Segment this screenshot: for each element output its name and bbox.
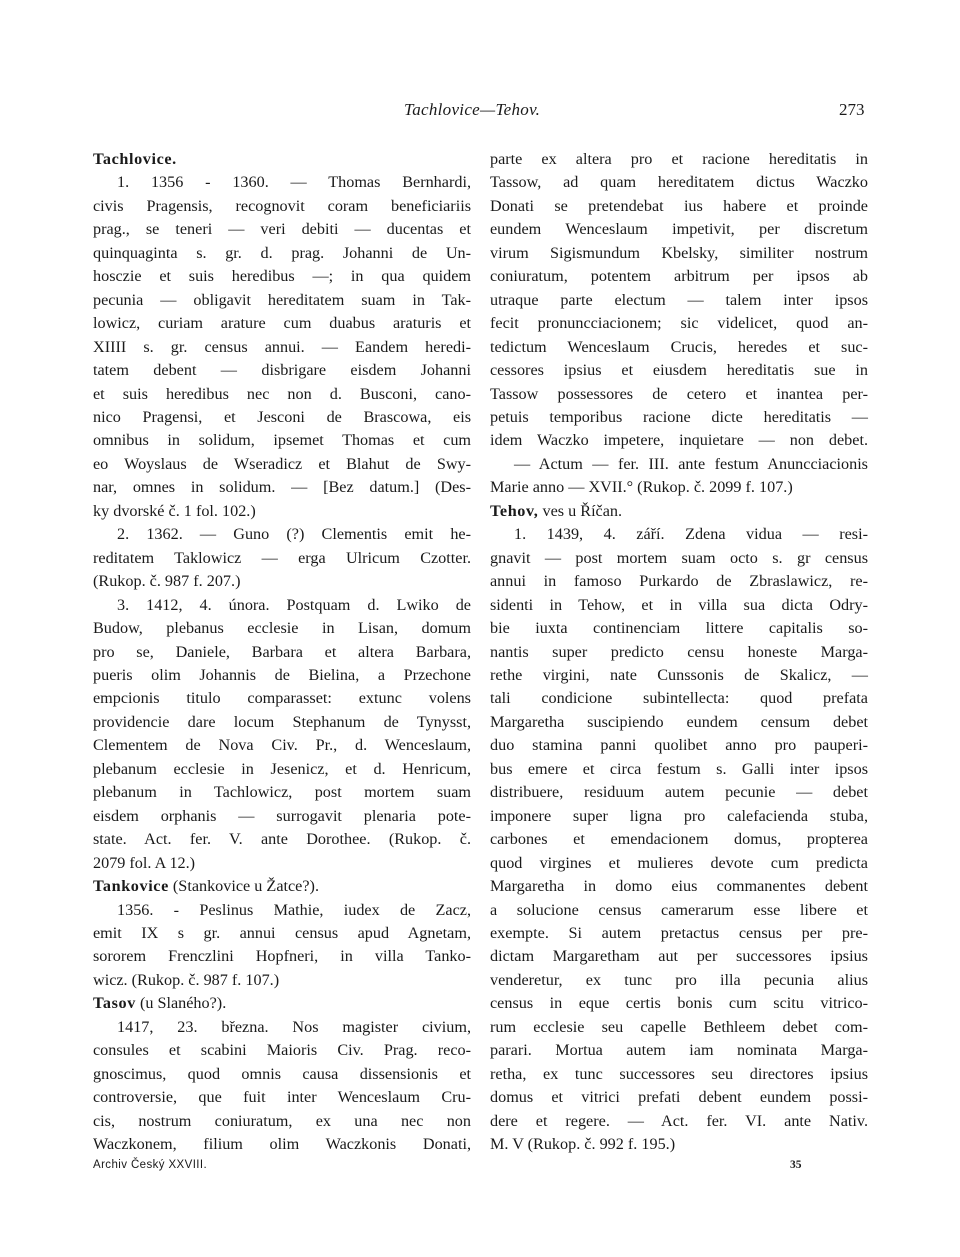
text-line: eundem Wenceslaum impetivit, per discretum	[490, 220, 868, 239]
tachlovice-entry-2	[93, 523, 471, 593]
text-line: venderetur, ex tunc pro illa pecunia alius	[490, 970, 868, 989]
text-line: retha, ex tunc successores seu directores ipsius	[490, 1064, 868, 1083]
archive-label: Archiv Český XXVIII.	[93, 1159, 208, 1171]
text-line: providencie dare locum Stephanum de Tynysst,	[93, 712, 471, 731]
text-line: Waczkonem, filium olim Waczkonis Donati,	[93, 1135, 471, 1154]
text-line: dere et regere. — Act. fer. VI. ante Nativ.	[490, 1111, 868, 1130]
text-line: 1356. - Peslinus Mathie, iudex de Zacz,	[117, 900, 471, 919]
entry-subheading-tehov: ves u Říčan.	[538, 501, 623, 520]
text-line: wicz. (Rukop. č. 987 f. 107.)	[93, 970, 280, 989]
text-line: plebanum ecclesie in Jesenicz, et d. Henricum,	[93, 759, 471, 778]
text-line: rum ecclesie seu capelle Bethleem debet com-	[490, 1017, 868, 1036]
entry-subheading-tankovice: (Stankovice u Žatce?).	[168, 877, 319, 896]
text-line: tatem debent — disbrigare eisdem Johanni	[93, 361, 471, 380]
text-line: Clementem de Nova Civ. Pr., d. Wenceslaum,	[93, 736, 471, 755]
text-line: 1417, 23. března. Nos magister civium,	[117, 1017, 471, 1036]
text-line: petuis temporibus racione dicte hereditatis —	[490, 407, 868, 426]
text-line: nico Pragensi, et Jesconi de Brascowa, eis	[93, 407, 471, 426]
text-line: omnibus in solidum, ipsemet Thomas et cum	[93, 431, 471, 450]
text-line: 3. 1412, 4. února. Postquam d. Lwiko de	[117, 595, 471, 614]
entry-heading-tasov-line	[93, 992, 471, 1015]
tachlovice-entry-3	[93, 594, 471, 875]
text-line: virum Sigismundum Kbelsky, similiter nostrum	[490, 243, 868, 262]
text-line: (Rukop. č. 987 f. 207.)	[93, 572, 241, 591]
text-line: Budow, plebanus ecclesie in Lisan, domum	[93, 619, 471, 638]
entry-heading-tasov: Tasov	[93, 994, 136, 1013]
text-line: Margaretha in domo eius commanentes debent	[490, 877, 868, 896]
right-column	[490, 148, 868, 1156]
text-line: consules et scabini Maioris Civ. Prag. reco-	[93, 1041, 471, 1060]
tachlovice-entry-1	[93, 171, 471, 523]
text-line: eo Woyslaus de Wseradicz et Blahut de Swy-	[93, 454, 471, 473]
text-line: XIIII s. gr. census annui. — Eandem heredi-	[93, 337, 471, 356]
text-line: plebanum in Tachlowicz, post mortem suam	[93, 783, 471, 802]
running-title: Tachlovice—Tehov.	[404, 100, 541, 119]
tehov-entry	[490, 523, 868, 1156]
text-line: 1. 1356 - 1360. — Thomas Bernhardi,	[117, 173, 471, 192]
text-line: tali condicione subintellecta: quod prefata	[490, 689, 868, 708]
text-line: Donati se pretendebat ius habere et proinde	[490, 196, 868, 215]
text-line: carbones et emendacionem domus, propterea	[490, 830, 868, 849]
text-line: Tassow, ad quam hereditatem dictus Waczko	[490, 173, 868, 192]
entry-subheading-tasov: (u Slaného?).	[135, 994, 227, 1013]
text-line: et suis heredibus nec non d. Busconi, cano-	[93, 384, 471, 403]
entry-heading-tankovice-line	[93, 875, 471, 898]
text-line: empcionis titulo comparasset: extunc volens	[93, 689, 471, 708]
text-line: exempte. Si autem pretactus census per pre-	[490, 923, 868, 942]
text-line: reditatem Taklowicz — erga Ulricum Czotter.	[93, 548, 471, 567]
text-line: M. V (Rukop. č. 992 f. 195.)	[490, 1135, 676, 1154]
text-line: civis Pragensis, recognovit coram beneficiariis	[93, 196, 471, 215]
text-line: parte ex altera pro et racione hereditatis in	[490, 150, 868, 168]
tasov-entry	[93, 1016, 471, 1157]
entry-heading-tankovice: Tankovice	[93, 877, 169, 896]
entry-heading-tehov-line	[490, 500, 868, 523]
text-line: nar, omnes in solidum. — [Bez datum.] (Des-	[93, 478, 471, 497]
text-line: cis, nostrum coniuratum, ex una nec non	[93, 1111, 471, 1130]
text-line: sororem Frenczlini Hopfneri, in villa Tanko-	[93, 947, 471, 966]
text-line: imponere super ligna pro calefacienda stuba,	[490, 806, 868, 825]
text-line: pueris olim Johannis de Bielina, a Przechone	[93, 665, 471, 684]
text-line: emit IX s gr. annui census apud Agnetam,	[93, 923, 471, 942]
text-line: sidenti in Tehow, et in villa sua dicta Odry-	[490, 595, 868, 614]
left-column	[93, 148, 471, 1156]
text-line: bie iuxta continenciam littere capitalis so-	[490, 619, 868, 638]
text-line: utraque parte electum — talem inter ipsos	[490, 290, 868, 309]
text-line: dictam Margaretham aut per successores ipsius	[490, 947, 868, 966]
text-line: ky dvorské č. 1 fol. 102.)	[93, 501, 256, 520]
text-line: coniuratum, potentem arbitrum per ipsos ab	[490, 267, 868, 286]
text-line: eisdem orphanis — surrogavit plenaria pote-	[93, 806, 471, 825]
text-line: census in eque certis bonis cum scitu vitrico-	[490, 994, 868, 1013]
text-line: cessores ipsius et eiusdem hereditatis sue in	[490, 361, 868, 380]
text-line: — Actum — fer. III. ante festum Anuncciacionis	[514, 454, 868, 473]
text-line: nantis super predicto censu honeste Marga-	[490, 642, 868, 661]
text-line: Marie anno — XVII.° (Rukop. č. 2099 f. 107.)	[490, 478, 793, 497]
text-line: pecunia — obligavit hereditatem suam in Tak-	[93, 290, 471, 309]
text-line: bus emere et circa festum s. Galli inter ipsos	[490, 759, 868, 778]
tasov-entry-continued	[490, 148, 868, 500]
text-line: 1. 1439, 4. září. Zdena vidua — resi-	[514, 525, 868, 544]
text-line: parari. Mortua autem iam nominata Marga-	[490, 1041, 868, 1060]
text-line: quinquaginta s. gr. d. prag. Johanni de Un-	[93, 243, 471, 262]
text-line: controversie, que fuit inter Wenceslaum Cru-	[93, 1088, 471, 1107]
text-line: idem Waczko impetere, inquietare — non debet.	[490, 431, 868, 450]
entry-heading-tehov: Tehov,	[490, 501, 539, 520]
text-line: duo stamina panni quolibet anno pro pauperi-	[490, 736, 868, 755]
signature-mark: 35	[790, 1159, 802, 1171]
text-line: gnavit — post mortem suam octo s. gr census	[490, 548, 868, 567]
text-line: prag., se teneri — veri debiti — ducentas et	[93, 220, 471, 239]
text-line: gnoscimus, quod omnis causa dissensionis et	[93, 1064, 471, 1083]
text-line: lowicz, curiam arature cum duabus araturis et	[93, 314, 471, 333]
page-number: 273	[839, 100, 865, 119]
text-line: 2. 1362. — Guno (?) Clementis emit he-	[117, 525, 471, 544]
text-line: a solucione census camerarum esse libere et	[490, 900, 868, 919]
text-line: state. Act. fer. V. ante Dorothee. (Rukop. č.	[93, 830, 471, 849]
text-line: annui in famoso Purkardo de Zbraslawicz, re-	[490, 572, 868, 591]
text-line: rethe virgini, nate Cunssonis de Skalicz, —	[490, 665, 868, 684]
tankovice-entry	[93, 899, 471, 993]
entry-heading-tachlovice: Tachlovice.	[93, 150, 177, 168]
text-line: quod virgines et mulieres devote cum predicta	[490, 853, 868, 872]
text-line: Tassow possessores de cetero et inantea per-	[490, 384, 868, 403]
text-line: fecit pronuncciacionem; sic videlicet, quod an-	[490, 314, 868, 333]
text-line: hosczie et suis heredibus —; in qua quidem	[93, 267, 471, 286]
text-line: tedictum Wenceslaum Crucis, heredes et suc-	[490, 337, 868, 356]
text-line: Margaretha suscipiendo eundem censum debet	[490, 712, 868, 731]
text-line: pro se, Daniele, Barbara et altera Barbara,	[93, 642, 471, 661]
text-line: domus et vitrici prefati debent eundem possi-	[490, 1088, 868, 1107]
text-line: distribuere, residuum autem pecunie — debet	[490, 783, 868, 802]
text-line: 2079 fol. A 12.)	[93, 853, 196, 872]
